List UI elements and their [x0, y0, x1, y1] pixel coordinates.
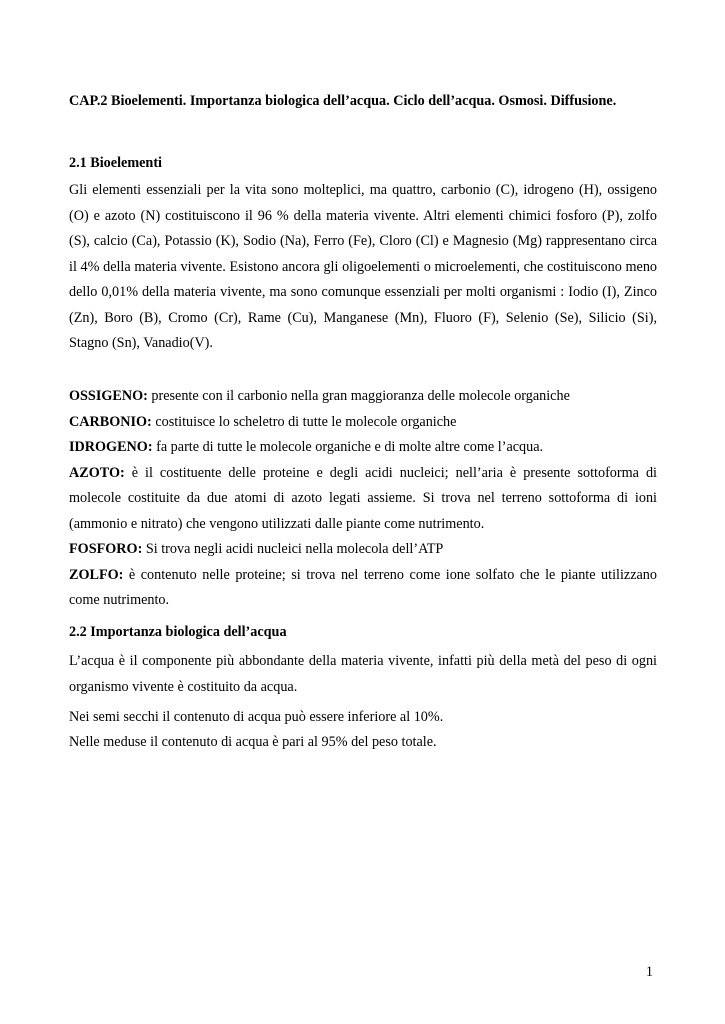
element-item-azoto: [69, 461, 657, 538]
acqua-paragraph: Nelle meduse il contenuto di acqua è pari al 95% del peso totale.: [69, 734, 437, 750]
element-description: presente con il carbonio nella gran maggioranza delle molecole organiche: [147, 388, 570, 404]
acqua-paragraph: Nei semi secchi il contenuto di acqua può essere inferiore al 10%.: [69, 709, 444, 725]
element-name: AZOTO:: [69, 464, 125, 481]
element-name: CARBONIO:: [69, 413, 152, 430]
chapter-title: CAP.2 Bioelementi. Importanza biologica dell’acqua. Ciclo dell’acqua. Osmosi. Diffusione.: [69, 93, 617, 109]
element-description: costituisce lo scheletro di tutte le molecole organiche: [151, 413, 457, 430]
document-page: [69, 0, 657, 1024]
element-description: fa parte di tutte le molecole organiche e di molte altre come l’acqua.: [152, 439, 544, 455]
section-heading-acqua: 2.2 Importanza biologica dell’acqua: [69, 624, 287, 640]
bioelementi-intro-paragraph: Gli elementi essenziali per la vita sono molteplici, ma quattro, carbonio (C), idrogeno (H), ossigeno (O) e azoto (N) costituiscono il 96 % della materia vivente. Altri elementi chimici fosforo (P), zolfo (S), calcio (Ca), Potassio (K), Sodio (Na), Ferro (Fe), Cloro (Cl) e Magnesio (Mg) rappresentano circa il 4% della materia vivente. Esistono ancora gli oligoelementi o microelementi, che costituiscono meno dello 0,01% della materia vivente, ma sono comunque essenziali per molti organismi : Iodio (I), Zinco (Zn), Boro (B), Cromo (Cr), Rame (Cu), Manganese (Mn), Fluoro (F), Selenio (Se), Silicio (Si), Stagno (Sn), Vanadio(V).: [69, 182, 657, 351]
element-name: IDROGENO:: [69, 439, 153, 455]
acqua-paragraph: L’acqua è il componente più abbondante della materia vivente, infatti più della metà del peso di ogni organismo vivente è costituito da acqua.: [69, 653, 657, 695]
element-item-carbonio: [69, 410, 657, 436]
element-name: ZOLFO:: [69, 566, 124, 583]
element-name: FOSFORO:: [69, 541, 143, 557]
element-list: [69, 384, 657, 614]
element-item-zolfo: [69, 563, 657, 614]
element-item-ossigeno: [69, 384, 657, 410]
element-description: è il costituente delle proteine e degli acidi nucleici; nell’aria è presente sottoforma di molecole costituite da due atomi di azoto legati assieme. Si trova nel terreno sottoforma di ioni (ammonio e nitrato) che vengono utilizzati dalle piante come nutrimento.: [69, 464, 657, 532]
element-description: Si trova negli acidi nucleici nella molecola dell’ATP: [142, 541, 444, 557]
element-description: è contenuto nelle proteine; si trova nel terreno come ione solfato che le piante utilizzano come nutrimento.: [69, 566, 657, 608]
element-item-idrogeno: [69, 435, 657, 461]
section-heading-bioelementi: 2.1 Bioelementi: [69, 155, 162, 171]
element-name: OSSIGENO:: [69, 388, 148, 404]
page-number: 1: [645, 964, 653, 980]
element-item-fosforo: [69, 537, 657, 563]
